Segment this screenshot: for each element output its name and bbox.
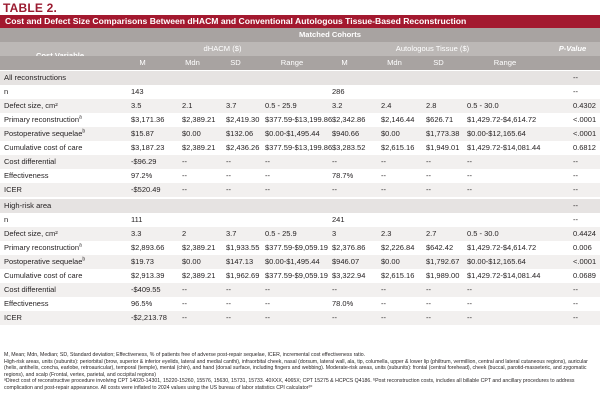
row-label-text: Defect size, cm²	[4, 101, 58, 110]
col-range-2: Range	[493, 58, 517, 67]
cell-mdn2: $2,146.44	[381, 115, 415, 124]
cell-p: --	[573, 87, 578, 96]
cell-sd2: --	[426, 313, 431, 322]
col-sd-1: SD	[230, 58, 241, 67]
cell-mdn2: 2.4	[381, 101, 392, 110]
matched-cohorts-header: Matched Cohorts	[298, 30, 362, 39]
section-all-reconstructions	[0, 71, 600, 85]
col-mdn-1: Mdn	[185, 58, 200, 67]
cell-p: 0.6812	[573, 143, 596, 152]
cell-rg2: $1,429.72-$14,081.44	[467, 143, 541, 152]
row-label-text: Cumulative cost of care	[4, 271, 83, 280]
section-high-risk-area	[0, 199, 600, 213]
row-label	[4, 283, 56, 297]
row-label-text: ICER	[4, 185, 22, 194]
p-value-header: P-Value	[558, 44, 587, 53]
cell-sd1: $2,419.30	[226, 115, 260, 124]
cell-m2: 3.2	[332, 101, 343, 110]
header-row-2	[0, 42, 600, 56]
cell-rg1: $377.59-$13,199.86	[265, 143, 333, 152]
cell-m1: $15.87	[131, 129, 154, 138]
table-row	[0, 155, 600, 169]
cell-rg2: $0.00-$12,165.64	[467, 129, 526, 138]
section-title: High-risk area	[4, 201, 52, 210]
table-row	[0, 113, 600, 127]
cell-mdn1: --	[182, 313, 187, 322]
row-label-text: Cost differential	[4, 285, 56, 294]
footnote-marker: a	[79, 242, 82, 249]
note-high-risk: High-risk areas, units (subunits): periorbital (brow, superior & inferior eyelids, lateral and medial canthi), infraorbital cheek, nasal (dorsum, lateral wall, ala, tip, columella, upper & lower lip (philtrum, vermillion, central and lateral cutaneous regions), auricular (helix, antihelix, concha, earlobe, retroauricular), temporal (temple), mental (chin), and hand (dorsal surface, including fingers and webbing). Moderate-risk areas, units (subunits): frontal (central forehead), cheek (buccal, parotid-masseteric, and zygomatic regions), and scalp (Frontal, vertex, parietal, and occipital regions)	[4, 358, 588, 378]
cell-rg1: 0.5 - 25.9	[265, 101, 297, 110]
cell-sd1: --	[226, 285, 231, 294]
cell-mdn1: $2,389.21	[182, 115, 216, 124]
cell-rg2: 0.5 - 30.0	[467, 229, 499, 238]
cell-m1: 97.2%	[131, 171, 153, 180]
cell-mdn2: --	[381, 171, 386, 180]
cell-m1: $19.73	[131, 257, 154, 266]
table-notes	[4, 352, 596, 392]
row-label	[4, 311, 22, 325]
table-row	[0, 311, 600, 325]
cell-p: <.0001	[573, 115, 597, 124]
cell-mdn1: $2,389.21	[182, 243, 216, 252]
cell-mdn2: $0.00	[381, 257, 400, 266]
cell-rg1: --	[265, 285, 270, 294]
cell-sd1: $147.13	[226, 257, 254, 266]
cell-rg1: 0.5 - 25.9	[265, 229, 297, 238]
cell-rg1: $0.00-$1,495.44	[265, 257, 320, 266]
row-label	[4, 155, 56, 169]
cell-m1: $3,187.23	[131, 143, 165, 152]
row-label-text: Primary reconstruction	[4, 243, 80, 252]
row-label	[4, 113, 82, 127]
cell-rg1: --	[265, 299, 270, 308]
table-row	[0, 213, 600, 227]
row-label	[4, 213, 8, 227]
cell-sd2: $1,989.00	[426, 271, 460, 280]
cell-rg2: $0.00-$12,165.64	[467, 257, 526, 266]
cell-rg2: $1,429.72-$4,614.72	[467, 115, 537, 124]
cell-mdn1: --	[182, 157, 187, 166]
cell-m2: 286	[332, 87, 345, 96]
row-label-text: Cumulative cost of care	[4, 143, 83, 152]
cell-rg1: $0.00-$1,495.44	[265, 129, 320, 138]
col-mdn-2: Mdn	[387, 58, 402, 67]
cell-sd1: --	[226, 171, 231, 180]
row-label	[4, 241, 82, 255]
cell-mdn2: --	[381, 157, 386, 166]
cell-p: --	[573, 185, 578, 194]
table-row	[0, 99, 600, 113]
cell-m1: 111	[131, 215, 143, 224]
cell-rg2: --	[467, 285, 472, 294]
cell-sd2: --	[426, 185, 431, 194]
cell-rg1: $377.59-$9,059.19	[265, 243, 328, 252]
cell-sd1: --	[226, 299, 231, 308]
cell-mdn1: $2,389.21	[182, 143, 216, 152]
cell-sd1: 3.7	[226, 101, 237, 110]
cell-m1: $3,171.36	[131, 115, 165, 124]
cell-rg1: --	[265, 185, 270, 194]
cell-m1: -$96.29	[131, 157, 157, 166]
cell-mdn2: --	[381, 185, 386, 194]
cell-rg1: --	[265, 313, 270, 322]
cell-m2: 78.0%	[332, 299, 354, 308]
cell-m2: $2,376.86	[332, 243, 366, 252]
cell-mdn1: --	[182, 171, 187, 180]
cell-sd2: --	[426, 171, 431, 180]
cell-m1: 3.5	[131, 101, 142, 110]
cell-mdn1: $2,389.21	[182, 271, 216, 280]
p-value: --	[573, 73, 579, 82]
cell-sd2: $642.42	[426, 243, 454, 252]
cell-rg1: $377.59-$13,199.86	[265, 115, 333, 124]
cell-mdn1: 2	[182, 229, 187, 238]
cell-mdn1: --	[182, 285, 187, 294]
cell-m2: $3,283.52	[332, 143, 366, 152]
row-label	[4, 183, 22, 197]
cell-m2: 241	[332, 215, 345, 224]
row-label-text: Postoperative sequelae	[4, 257, 83, 266]
row-label	[4, 85, 8, 99]
p-value: --	[573, 201, 579, 210]
row-label	[4, 255, 85, 269]
cell-m2: --	[332, 313, 337, 322]
cell-rg2: --	[467, 171, 472, 180]
cell-m1: -$2,213.78	[131, 313, 167, 322]
cell-p: --	[573, 157, 578, 166]
cell-m2: $3,322.94	[332, 271, 366, 280]
cell-rg2: 0.5 - 30.0	[467, 101, 499, 110]
cell-p: --	[573, 313, 578, 322]
row-label-text: Effectiveness	[4, 299, 49, 308]
row-label	[4, 99, 58, 113]
header-row-3	[0, 56, 600, 70]
cell-p: 0.006	[573, 243, 592, 252]
cell-m1: 143	[131, 87, 144, 96]
table-row	[0, 297, 600, 311]
cell-rg1: --	[265, 157, 270, 166]
col-m-1: M	[139, 58, 146, 67]
row-label-text: n	[4, 215, 9, 224]
row-label-text: Effectiveness	[4, 171, 49, 180]
cell-sd1: 3.7	[226, 229, 237, 238]
row-label	[4, 269, 82, 283]
cell-m1: -$409.55	[131, 285, 161, 294]
cell-mdn2: $0.00	[381, 129, 400, 138]
table-row	[0, 183, 600, 197]
cell-sd2: $1,792.67	[426, 257, 460, 266]
note-abbreviations: M, Mean; Mdn, Median; SD, Standard deviation; Effectiveness, % of patients free of adverse post-repair sequelae, ICER, incremental cost effectiveness ratio.	[4, 352, 366, 358]
cell-mdn2: --	[381, 299, 386, 308]
cell-mdn2: --	[381, 285, 386, 294]
cell-m1: 3.3	[131, 229, 142, 238]
cell-mdn1: --	[182, 299, 187, 308]
cell-mdn2: 2.3	[381, 229, 392, 238]
cell-mdn1: --	[182, 185, 187, 194]
cell-mdn2: $2,226.84	[381, 243, 415, 252]
cell-p: <.0001	[573, 257, 597, 266]
cell-p: 0.4302	[573, 101, 596, 110]
row-label-text: n	[4, 87, 9, 96]
cell-mdn1: $0.00	[182, 129, 201, 138]
cell-rg2: --	[467, 185, 472, 194]
cell-sd2: $1,773.38	[426, 129, 460, 138]
footnote-marker: b	[82, 256, 86, 263]
cell-sd1: $132.06	[226, 129, 254, 138]
cell-rg2: $1,429.72-$4,614.72	[467, 243, 537, 252]
cell-m1: $2,893.66	[131, 243, 165, 252]
cell-sd2: --	[426, 299, 431, 308]
table-row	[0, 141, 600, 155]
cell-m2: --	[332, 185, 337, 194]
cell-p: --	[573, 171, 578, 180]
cell-m2: $946.07	[332, 257, 360, 266]
header-row-1	[0, 28, 600, 42]
cell-m1: 96.5%	[131, 299, 153, 308]
col-m-2: M	[341, 58, 348, 67]
cell-mdn2: $2,615.16	[381, 271, 415, 280]
row-label	[4, 297, 48, 311]
row-label	[4, 169, 48, 183]
table-title: Cost and Defect Size Comparisons Between dHACM and Conventional Autologous Tissue-Based Reconstruction	[0, 15, 600, 28]
cell-rg2: --	[467, 299, 472, 308]
table-row	[0, 269, 600, 283]
cell-mdn1: $0.00	[182, 257, 201, 266]
row-label-text: Cost differential	[4, 157, 56, 166]
cell-m2: --	[332, 285, 337, 294]
cell-sd2: $1,949.01	[426, 143, 460, 152]
row-label	[4, 141, 82, 155]
col-range-1: Range	[280, 58, 304, 67]
cell-rg1: --	[265, 171, 270, 180]
cell-sd2: 2.8	[426, 101, 437, 110]
table-row	[0, 169, 600, 183]
note-costs: ᵃDirect cost of reconstructive procedure involving CPT 14020-14301, 15220-15260, 15576, 15630, 15731, 15733. 40XXX, 4065X; CPT 15275 & HCPCS Q4186. ᵇPost reconstruction costs, includes all billable CPT and ancillary procedures to address complication and post-repair appearance. All costs were inflated to 2024 values using the US bureau of labor statistics CPI calculator²⁰	[4, 378, 575, 391]
row-label	[4, 227, 58, 241]
table-row	[0, 127, 600, 141]
section-title: All reconstructions	[4, 73, 67, 82]
cell-sd2: --	[426, 285, 431, 294]
cell-mdn2: --	[381, 313, 386, 322]
cell-mdn1: 2.1	[182, 101, 193, 110]
cell-sd1: --	[226, 185, 231, 194]
cell-p: 0.4424	[573, 229, 596, 238]
table-row	[0, 255, 600, 269]
autologous-group-header: Autologous Tissue ($)	[395, 44, 470, 53]
cell-m2: $940.66	[332, 129, 360, 138]
cell-sd1: --	[226, 157, 231, 166]
cell-p: 0.0689	[573, 271, 596, 280]
cell-m1: -$520.49	[131, 185, 161, 194]
cell-sd2: 2.7	[426, 229, 437, 238]
cell-rg1: $377.59-$9,059.19	[265, 271, 328, 280]
cell-rg2: --	[467, 157, 472, 166]
cell-sd1: $1,933.55	[226, 243, 260, 252]
row-label-text: Primary reconstruction	[4, 115, 80, 124]
table-row	[0, 85, 600, 99]
table-row	[0, 227, 600, 241]
footnote-marker: b	[82, 128, 86, 135]
cell-m2: 78.7%	[332, 171, 354, 180]
col-sd-2: SD	[433, 58, 444, 67]
cell-sd2: --	[426, 157, 431, 166]
table-label: TABLE 2.	[3, 1, 58, 15]
cell-mdn2: $2,615.16	[381, 143, 415, 152]
table-row	[0, 283, 600, 297]
footnote-marker: a	[79, 114, 82, 121]
cell-m2: $2,342.86	[332, 115, 366, 124]
cell-m2: 3	[332, 229, 337, 238]
cell-rg2: $1,429.72-$14,081.44	[467, 271, 541, 280]
cell-p: --	[573, 285, 578, 294]
table-row	[0, 241, 600, 255]
row-label	[4, 127, 85, 141]
cell-m1: $2,913.39	[131, 271, 165, 280]
row-label-text: ICER	[4, 313, 22, 322]
cell-p: <.0001	[573, 129, 597, 138]
cell-p: --	[573, 299, 578, 308]
cell-m2: --	[332, 157, 337, 166]
cell-sd1: $1,962.69	[226, 271, 260, 280]
row-label-text: Defect size, cm²	[4, 229, 58, 238]
dhacm-group-header: dHACM ($)	[203, 44, 242, 53]
cell-sd2: $626.71	[426, 115, 454, 124]
cell-p: --	[573, 215, 578, 224]
cell-sd1: $2,436.26	[226, 143, 260, 152]
row-label-text: Postoperative sequelae	[4, 129, 83, 138]
cell-sd1: --	[226, 313, 231, 322]
cell-rg2: --	[467, 313, 472, 322]
